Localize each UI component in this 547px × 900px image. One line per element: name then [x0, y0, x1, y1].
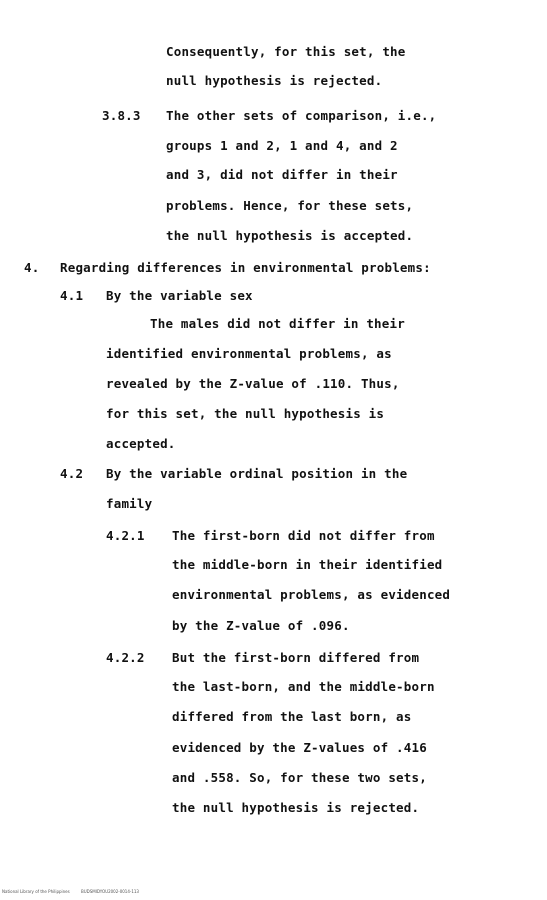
text-line: The males did not differ in their [150, 316, 405, 331]
text-line: problems. Hence, for these sets, [166, 198, 414, 213]
text-line: revealed by the Z-value of .110. Thus, [106, 376, 400, 391]
footer-library: National Library of the Philippines [2, 889, 70, 894]
section-heading: Regarding differences in environmental problems: [60, 260, 431, 275]
text-line: null hypothesis is rejected. [166, 73, 383, 88]
section-number: 4.1 [60, 288, 84, 303]
text-line: evidenced by the Z-values of .416 [172, 740, 427, 755]
text-line: the null hypothesis is accepted. [166, 228, 414, 243]
subsection-heading: By the variable ordinal position in the [106, 466, 408, 481]
text-line: groups 1 and 2, 1 and 4, and 2 [166, 138, 398, 153]
text-line: differed from the last born, as [172, 709, 412, 724]
section-number: 4.2 [60, 466, 84, 481]
text-line: accepted. [106, 436, 176, 451]
text-line: The first-born did not differ from [172, 528, 435, 543]
subsection-heading: By the variable sex [106, 288, 253, 303]
text-line: the middle-born in their identified [172, 557, 443, 572]
text-line: identified environmental problems, as [106, 346, 392, 361]
section-number: 4. [24, 260, 40, 275]
text-line: and 3, did not differ in their [166, 167, 398, 182]
text-line: But the first-born differed from [172, 650, 420, 665]
section-number: 3.8.3 [102, 108, 141, 123]
section-number: 4.2.1 [106, 528, 145, 543]
text-line: by the Z-value of .096. [172, 618, 350, 633]
text-line: environmental problems, as evidenced [172, 587, 451, 602]
text-line: family [106, 496, 153, 511]
scan-footer [2, 889, 139, 895]
text-line: the null hypothesis is rejected. [172, 800, 420, 815]
footer-code: BUDSMIDYOU2002-0014-113 [81, 889, 139, 894]
text-line: The other sets of comparison, i.e., [166, 108, 437, 123]
section-number: 4.2.2 [106, 650, 145, 665]
text-line: Consequently, for this set, the [166, 44, 406, 59]
text-line: and .558. So, for these two sets, [172, 770, 427, 785]
text-line: for this set, the null hypothesis is [106, 406, 385, 421]
text-line: the last-born, and the middle-born [172, 679, 435, 694]
